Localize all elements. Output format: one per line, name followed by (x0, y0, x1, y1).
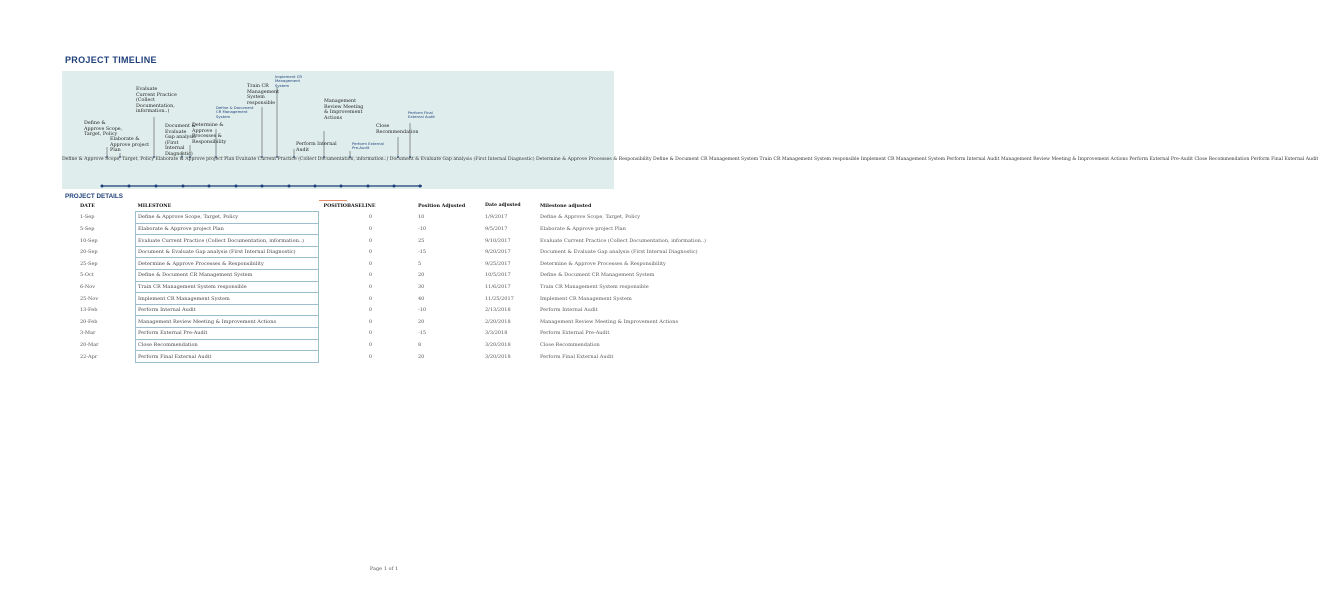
cell-milestone: Management Review Meeting & Improvement Actions (136, 316, 319, 328)
base-marker (419, 185, 422, 188)
cell-position-adjusted: 5 (418, 260, 422, 267)
cell-date-adjusted: 9/25/2017 (485, 260, 511, 267)
cell-date-adjusted: 11/6/2017 (485, 283, 511, 290)
cell-date: 20-Mar (80, 341, 99, 348)
cell-date-adjusted: 1/9/2017 (485, 214, 508, 221)
cell-position-adjusted: 20 (418, 318, 425, 325)
cell-baseline: 0 (368, 295, 373, 302)
cell-milestone-adjusted: Implement CR Management System (540, 295, 632, 302)
base-marker (393, 185, 396, 188)
cell-milestone-adjusted: Train CR Management System responsible (540, 283, 649, 290)
cell-position-adjusted: -10 (418, 307, 427, 314)
timeline-label: Train CR Management System responsible (247, 84, 280, 106)
project-details-table (80, 200, 720, 363)
cell-baseline: 0 (368, 272, 373, 279)
cell-milestone-adjusted: Define & Document CR Management System (540, 272, 655, 279)
cell-date: 10-Sep (80, 237, 98, 244)
cell-date-adjusted: 9/10/2017 (485, 237, 511, 244)
cell-milestone-adjusted: Document & Evaluate Gap analysis (First Internal Diagnostic) (540, 249, 698, 256)
cell-position (319, 212, 348, 224)
cell-position (319, 304, 348, 316)
cell-baseline: 0 (368, 283, 373, 290)
cell-milestone-adjusted: Perform Internal Audit (540, 307, 598, 314)
base-marker (314, 185, 317, 188)
timeline-label: Elaborate & Approve project Plan (110, 137, 150, 154)
table-header-row (80, 201, 720, 212)
cell-date-adjusted: 3/20/2018 (485, 353, 511, 360)
cell-position-adjusted: 25 (418, 237, 425, 244)
table-row (80, 246, 720, 258)
cell-baseline: 0 (368, 237, 373, 244)
cell-milestone-adjusted: Close Recommendation (540, 341, 600, 348)
cell-milestone-adjusted: Management Review Meeting & Improvement Actions (540, 318, 679, 325)
header-date: DATE (80, 203, 95, 210)
timeline-label: Evaluate Current Practice (Collect Documentation, information..) (136, 87, 177, 115)
timeline-label: Document & Evaluate Gap analysis (First Internal Diagnostic) (165, 124, 196, 157)
header-baseline: BASELINE (347, 203, 376, 210)
cell-position (319, 351, 348, 363)
page-title: PROJECT TIMELINE (65, 55, 157, 65)
table-row (80, 316, 720, 328)
cell-milestone: Evaluate Current Practice (Collect Documentation, information..) (136, 235, 319, 247)
cell-position (319, 328, 348, 340)
cell-position (319, 223, 348, 235)
base-marker (340, 185, 343, 188)
cell-position (319, 281, 348, 293)
timeline-chart (62, 71, 1318, 189)
cell-position (319, 235, 348, 247)
cell-date: 13-Feb (80, 307, 98, 314)
cell-position-adjusted: 20 (418, 353, 425, 360)
cell-date: 6-Nov (80, 283, 96, 290)
table-row (80, 328, 720, 340)
cell-baseline: 0 (368, 341, 373, 348)
header-date-adjusted: Date adjusted (485, 203, 521, 209)
cell-milestone: Determine & Approve Processes & Responsibility (136, 258, 319, 270)
cell-milestone-adjusted: Define & Approve Scope, Target, Policy (540, 214, 641, 221)
cell-position (319, 316, 348, 328)
header-position-adjusted: Position Adjusted (418, 203, 466, 210)
cell-date-adjusted: 2/20/2018 (485, 318, 511, 325)
table-row (80, 223, 720, 235)
cell-date: 20-Sep (80, 249, 98, 256)
timeline-label: Close Recommendation (376, 124, 419, 135)
cell-position (319, 270, 348, 282)
timeline-label: Implement CR Management System (275, 74, 303, 88)
timeline-label: Perform External Pre-Audit (352, 141, 384, 151)
cell-milestone: Implement CR Management System (136, 293, 319, 305)
cell-date: 25-Nov (80, 295, 99, 302)
cell-position (319, 246, 348, 258)
cell-position-adjusted: -15 (418, 330, 427, 337)
base-marker (101, 185, 104, 188)
cell-position-adjusted: 40 (418, 295, 425, 302)
header-position: POSITIO (319, 201, 348, 212)
page-footer: Page 1 of 1 (369, 566, 399, 572)
base-marker (208, 185, 211, 188)
header-milestone: MILESTONE (136, 201, 319, 212)
cell-position (319, 258, 348, 270)
table-row (80, 293, 720, 305)
timeline-label: Define & Approve Scope, Target, Policy (84, 121, 123, 138)
base-marker (288, 185, 291, 188)
table-row (80, 212, 720, 224)
table-row (80, 281, 720, 293)
cell-milestone: Train CR Management System responsible (136, 281, 319, 293)
cell-milestone-adjusted: Evaluate Current Practice (Collect Documentation, information..) (540, 237, 706, 244)
cell-baseline: 0 (368, 330, 373, 337)
cell-date-adjusted: 2/13/2018 (485, 307, 511, 314)
cell-date: 1-Sep (80, 214, 95, 221)
base-marker (367, 185, 370, 188)
cell-milestone: Define & Document CR Management System (136, 270, 319, 282)
cell-date: 20-Feb (80, 318, 98, 325)
timeline-label: Determine & Approve Processes & Responsibility (192, 123, 227, 145)
cell-milestone: Close Recommendation (136, 339, 319, 351)
timeline-label: Management Review Meeting & Improvement Actions (324, 99, 364, 121)
timeline-label: Perform Internal Audit (296, 142, 337, 153)
table-row (80, 339, 720, 351)
cell-milestone-adjusted: Perform External Pre-Audit (540, 330, 610, 337)
cell-position-adjusted: 30 (418, 283, 425, 290)
cell-date-adjusted: 3/20/2018 (485, 341, 511, 348)
details-heading: PROJECT DETAILS (65, 193, 123, 200)
cell-position-adjusted: 10 (418, 214, 425, 221)
base-marker (235, 185, 238, 188)
cell-date-adjusted: 11/25/2017 (485, 295, 514, 302)
table-row (80, 304, 720, 316)
cell-position-adjusted: -15 (418, 249, 427, 256)
cell-milestone: Perform Internal Audit (136, 304, 319, 316)
cell-date: 3-Mar (80, 330, 96, 337)
table-row (80, 258, 720, 270)
table-row (80, 235, 720, 247)
cell-position-adjusted: 8 (418, 341, 422, 348)
cell-baseline: 0 (368, 353, 373, 360)
cell-date-adjusted: 3/3/2018 (485, 330, 508, 337)
cell-milestone-adjusted: Perform Final External Audit (540, 353, 614, 360)
cell-milestone: Define & Approve Scope, Target, Policy (136, 212, 319, 224)
cell-baseline: 0 (368, 249, 373, 256)
base-marker (261, 185, 264, 188)
cell-milestone: Perform External Pre-Audit (136, 328, 319, 340)
cell-baseline: 0 (368, 214, 373, 221)
table-row (80, 270, 720, 282)
cell-milestone-adjusted: Elaborate & Approve project Plan (540, 225, 626, 232)
cell-baseline: 0 (368, 318, 373, 325)
base-marker (128, 185, 131, 188)
cell-baseline: 0 (368, 225, 373, 232)
header-milestone-adjusted: Milestone adjusted (540, 203, 592, 210)
cell-milestone: Perform Final External Audit (136, 351, 319, 363)
cell-milestone: Elaborate & Approve project Plan (136, 223, 319, 235)
timeline-label: Define & Document CR Management System (216, 105, 254, 119)
cell-date: 5-Sep (80, 225, 95, 232)
cell-date-adjusted: 10/5/2017 (485, 272, 511, 279)
base-marker (182, 185, 185, 188)
cell-position-adjusted: -10 (418, 225, 427, 232)
cell-date: 5-Oct (80, 272, 94, 279)
cell-baseline: 0 (368, 307, 373, 314)
cell-position-adjusted: 20 (418, 272, 425, 279)
cell-baseline: 0 (368, 260, 373, 267)
cell-milestone-adjusted: Determine & Approve Processes & Responsibility (540, 260, 666, 267)
cell-date-adjusted: 9/5/2017 (485, 225, 508, 232)
cell-date-adjusted: 9/20/2017 (485, 249, 511, 256)
timeline-axis-labels: Define & Approve Scope, Target, Policy Elaborate & Approve project Plan Evaluate Current Practice (Collect Documentation, information..) Document & Evaluate Gap analysis (First Internal Diagnostic) Determine & Approve Processes & Responsibility Define & Document CR Management System Train CR Management System responsible Implement CR Management System Perform Internal Audit Management Review Meeting & Improvement Actions Perform External Pre-Audit Close Recommendation Perform Final External Audit (62, 157, 1318, 162)
cell-position (319, 339, 348, 351)
cell-milestone: Document & Evaluate Gap analysis (First Internal Diagnostic) (136, 246, 319, 258)
cell-date: 25-Sep (80, 260, 98, 267)
base-marker (155, 185, 158, 188)
cell-date: 22-Apr (80, 353, 98, 360)
cell-position (319, 293, 348, 305)
timeline-label: Perform Final External Audit (408, 110, 435, 120)
table-row (80, 351, 720, 363)
